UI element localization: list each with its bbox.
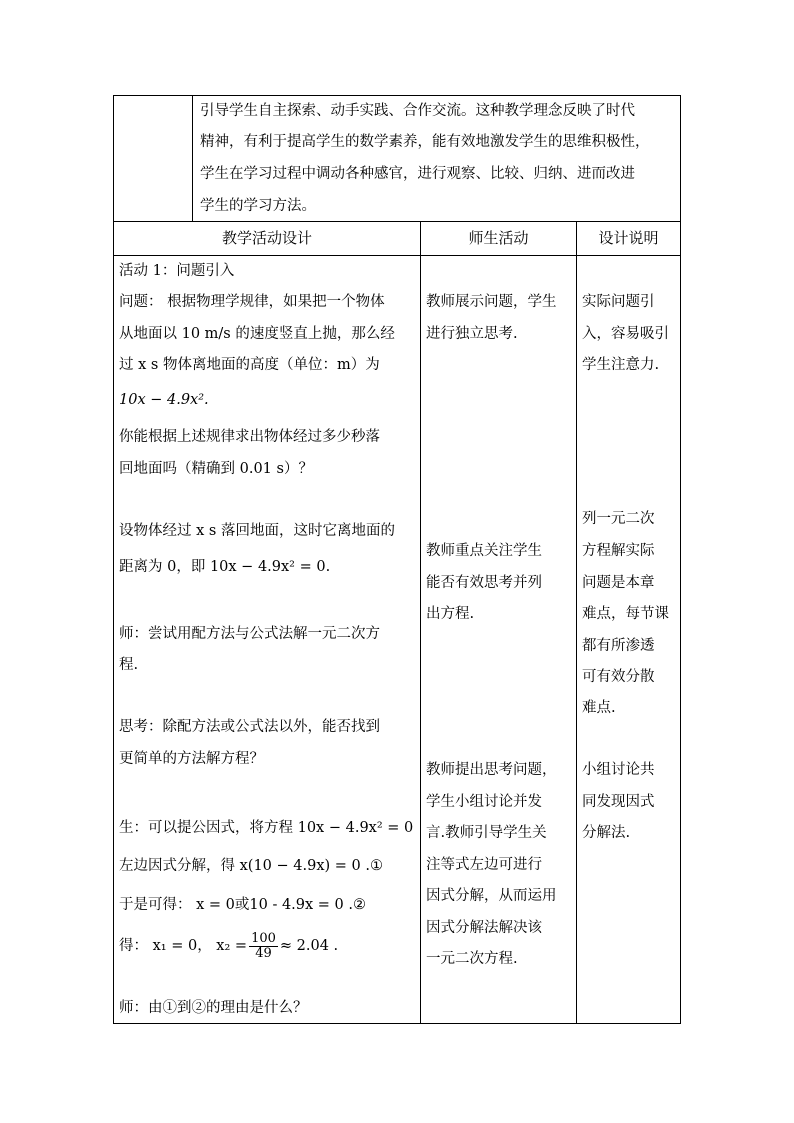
- notes-a-line-1: 实际问题引: [582, 294, 655, 310]
- think-line-2: 更简单的方法解方程？: [119, 751, 264, 767]
- notes-b-line-3: 问题是本章: [582, 575, 655, 591]
- header-bottom-border: [113, 255, 681, 256]
- activity-title: 活动 1：问题引入: [119, 263, 235, 279]
- activity-c-line-6: 因式分解法解决该: [426, 920, 542, 936]
- notes-c-line-1: 小组讨论共: [582, 762, 655, 778]
- solution-approx: ≈ 2.04 .: [279, 938, 339, 954]
- header-activity: 师生活动: [468, 229, 529, 247]
- table-top-border: [113, 95, 681, 96]
- header-design: 教学活动设计: [221, 229, 312, 247]
- activity-c-line-3: 言.教师引导学生关: [426, 825, 547, 841]
- question-line-3: 过 x s 物体离地面的高度（单位：m）为: [119, 357, 380, 373]
- intro-line-1: 引导学生自主探索、动手实践、合作交流。这种教学理念反映了时代: [200, 103, 635, 119]
- question-line-6: 回地面吗（精确到 0.01 s）？: [119, 461, 313, 477]
- activity-c-line-7: 一元二次方程.: [426, 951, 518, 967]
- student-line-3: 于是可得： x = 0或10 - 4.9x = 0 .②: [119, 897, 366, 913]
- final-question: 师：由①到②的理由是什么？: [119, 1000, 308, 1016]
- notes-b-line-1: 列一元二次: [582, 511, 655, 527]
- think-line-1: 思考：除配方法或公式法以外，能否找到: [119, 719, 380, 735]
- intro-line-3: 学生在学习过程中调动各种感官，进行观察、比较、归纳、进而改进: [200, 166, 635, 182]
- fraction-denominator: 49: [255, 945, 272, 961]
- student-line-4: [119, 931, 338, 961]
- question-line-5: 你能根据上述规律求出物体经过多少秒落: [119, 429, 380, 445]
- notes-a-line-3: 学生注意力.: [582, 357, 660, 373]
- student-line-1: 生：可以提公因式，将方程 10x − 4.9x² = 0: [119, 820, 414, 836]
- header-notes: 设计说明: [598, 229, 659, 247]
- intro-line-4: 学生的学习方法。: [200, 198, 316, 214]
- teacher-prompt-line-2: 程.: [119, 657, 139, 673]
- notes-b-line-4: 难点，每节课: [582, 606, 669, 622]
- teacher-prompt-line-1: 师：尝试用配方法与公式法解一元二次方: [119, 626, 380, 642]
- activity-a-line-2: 进行独立思考.: [426, 326, 518, 342]
- activity-c-line-2: 学生小组讨论并发: [426, 794, 542, 810]
- activity-a-line-1: 教师展示问题，学生: [426, 294, 557, 310]
- notes-b-line-2: 方程解实际: [582, 543, 655, 559]
- column-divider-1: [420, 221, 421, 1024]
- notes-c-line-3: 分解法.: [582, 825, 631, 841]
- question-line-1: 问题： 根据物理学规律，如果把一个物体: [119, 294, 385, 310]
- column-divider-2: [576, 221, 577, 1024]
- student-line-2: 左边因式分解，得 x(10 − 4.9x) = 0 .①: [119, 858, 383, 874]
- activity-c-line-1: 教师提出思考问题，: [426, 762, 557, 778]
- intro-bottom-border: [113, 221, 681, 222]
- notes-b-line-7: 难点.: [582, 700, 616, 716]
- intro-divider: [192, 95, 193, 221]
- notes-b-line-5: 都有所渗透: [582, 638, 655, 654]
- activity-c-line-5: 因式分解，从而运用: [426, 888, 557, 904]
- fraction-numerator: 100: [251, 930, 276, 946]
- notes-c-line-2: 同发现因式: [582, 794, 655, 810]
- question-formula: 10x − 4.9x².: [119, 392, 209, 408]
- table-right-border: [680, 95, 681, 1024]
- activity-b-line-3: 出方程.: [426, 606, 475, 622]
- notes-a-line-2: 入，容易吸引: [582, 326, 669, 342]
- solution-prefix: 得： x₁ = 0， x₂ =: [119, 938, 248, 954]
- notes-b-line-6: 可有效分散: [582, 669, 655, 685]
- question-line-2: 从地面以 10 m/s 的速度竖直上抛，那么经: [119, 326, 395, 342]
- table-bottom-border: [113, 1023, 681, 1024]
- activity-c-line-4: 注等式左边可进行: [426, 857, 542, 873]
- activity-b-line-2: 能否有效思考并列: [426, 575, 542, 591]
- setup-line-2: 距离为 0，即 10x − 4.9x² = 0.: [119, 559, 331, 575]
- intro-line-2: 精神，有利于提高学生的数学素养，能有效地激发学生的思维积极性，: [200, 134, 650, 150]
- solution-fraction: [249, 932, 278, 961]
- setup-line-1: 设物体经过 x s 落回地面，这时它离地面的: [119, 523, 395, 539]
- activity-b-line-1: 教师重点关注学生: [426, 543, 542, 559]
